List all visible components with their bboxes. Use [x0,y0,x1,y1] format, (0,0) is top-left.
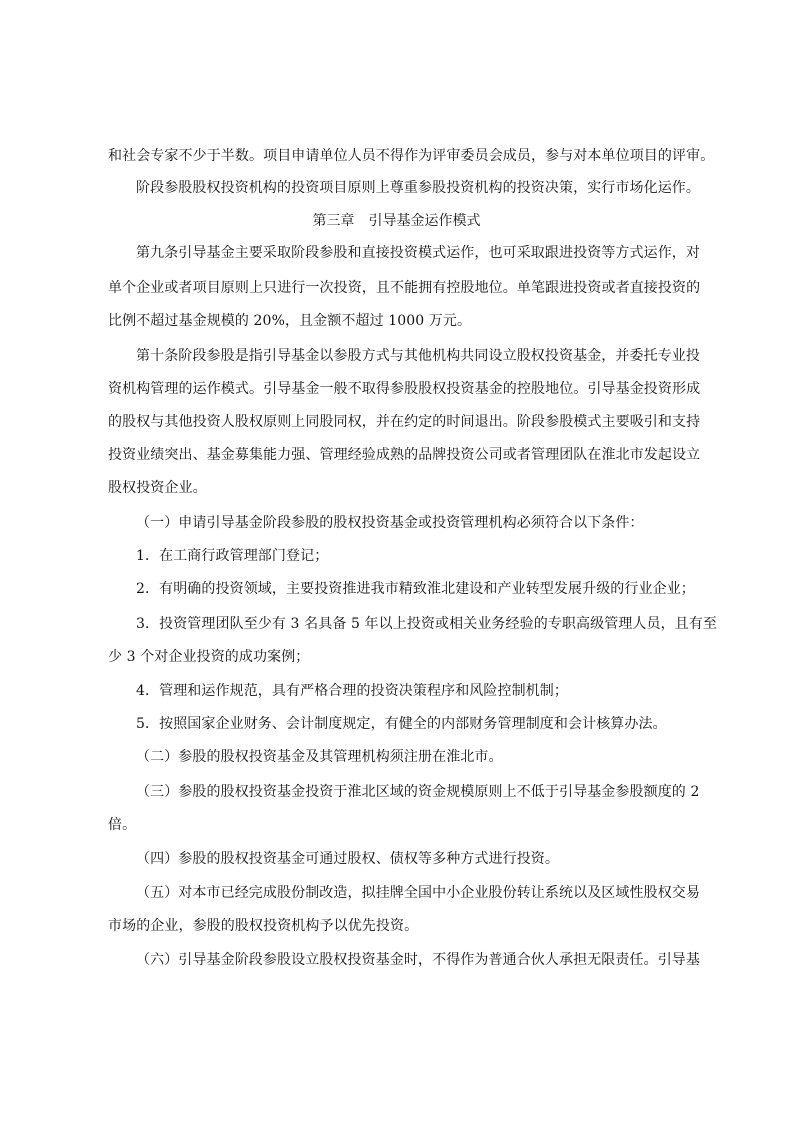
list-item: 1．在工商行政管理部门登记； [136,548,329,564]
paragraph-line: （二）参股的股权投资基金及其管理机构须注册在淮北市。 [136,749,503,765]
paragraph-line: 资机构管理的运作模式。引导基金一般不取得参股股权投资基金的控股地位。引导基金投资形成 [108,381,701,397]
paragraph-line: （四）参股的股权投资基金可通过股权、债权等多种方式进行投资。 [136,851,559,867]
list-item: 2．有明确的投资领域，主要投资推进我市精致淮北建设和产业转型发展升级的行业企业； [136,581,695,597]
list-item: 少 3 个对企业投资的成功案例； [108,649,310,665]
paragraph-line: （五）对本市已经完成股份制改造，拟挂牌全国中小企业股份转让系统以及区域性股权交易 [136,885,700,901]
paragraph-line: 股权投资企业。 [108,480,207,496]
paragraph-line: 比例不超过基金规模的 20%，且金额不超过 1000 万元。 [108,313,472,329]
paragraph-line: 市场的企业，参股的股权投资机构予以优先投资。 [108,918,419,934]
paragraph-line: 的股权与其他投资人股权原则上同股同权，并在约定的时间退出。阶段参股模式主要吸引和支持 [108,414,701,430]
paragraph-line: 单个企业或者项目原则上只进行一次投资，且不能拥有控股地位。单笔跟进投资或者直接投资的 [108,280,701,296]
paragraph-line: 第九条引导基金主要采取阶段参股和直接投资模式运作，也可采取跟进投资等方式运作，对 [136,245,700,261]
paragraph-line: （一）申请引导基金阶段参股的股权投资基金或投资管理机构必须符合以下条件： [136,515,644,531]
list-item: 3．投资管理团队至少有 3 名具备 5 年以上投资或相关业务经验的专职高级管理人员，且有至 [136,616,718,632]
paragraph-line: 倍。 [108,817,137,833]
paragraph-line: 投资业绩突出、基金募集能力强、管理经验成熟的品牌投资公司或者管理团队在淮北市发起设立 [108,447,701,463]
chapter-heading: 第三章 引导基金运作模式 [312,213,481,229]
list-item: 4．管理和运作规范，具有严格合理的投资决策程序和风险控制机制； [136,683,569,699]
paragraph-line: （三）参股的股权投资基金投资于淮北区域的资金规模原则上不低于引导基金参股额度的 2 [136,784,700,800]
paragraph-line: 和社会专家不少于半数。项目申请单位人员不得作为评审委员会成员，参与对本单位项目的评审。 [108,148,715,164]
paragraph-line: 第十条阶段参股是指引导基金以参股方式与其他机构共同设立股权投资基金，并委托专业投 [136,348,700,364]
paragraph-line: 阶段参股股权投资机构的投资项目原则上尊重参股投资机构的投资决策，实行市场化运作。 [136,180,700,196]
list-item: 5．按照国家企业财务、会计制度规定，有健全的内部财务管理制度和会计核算办法。 [136,716,667,732]
paragraph-line: （六）引导基金阶段参股设立股权投资基金时，不得作为普通合伙人承担无限责任。引导基 [136,952,700,968]
